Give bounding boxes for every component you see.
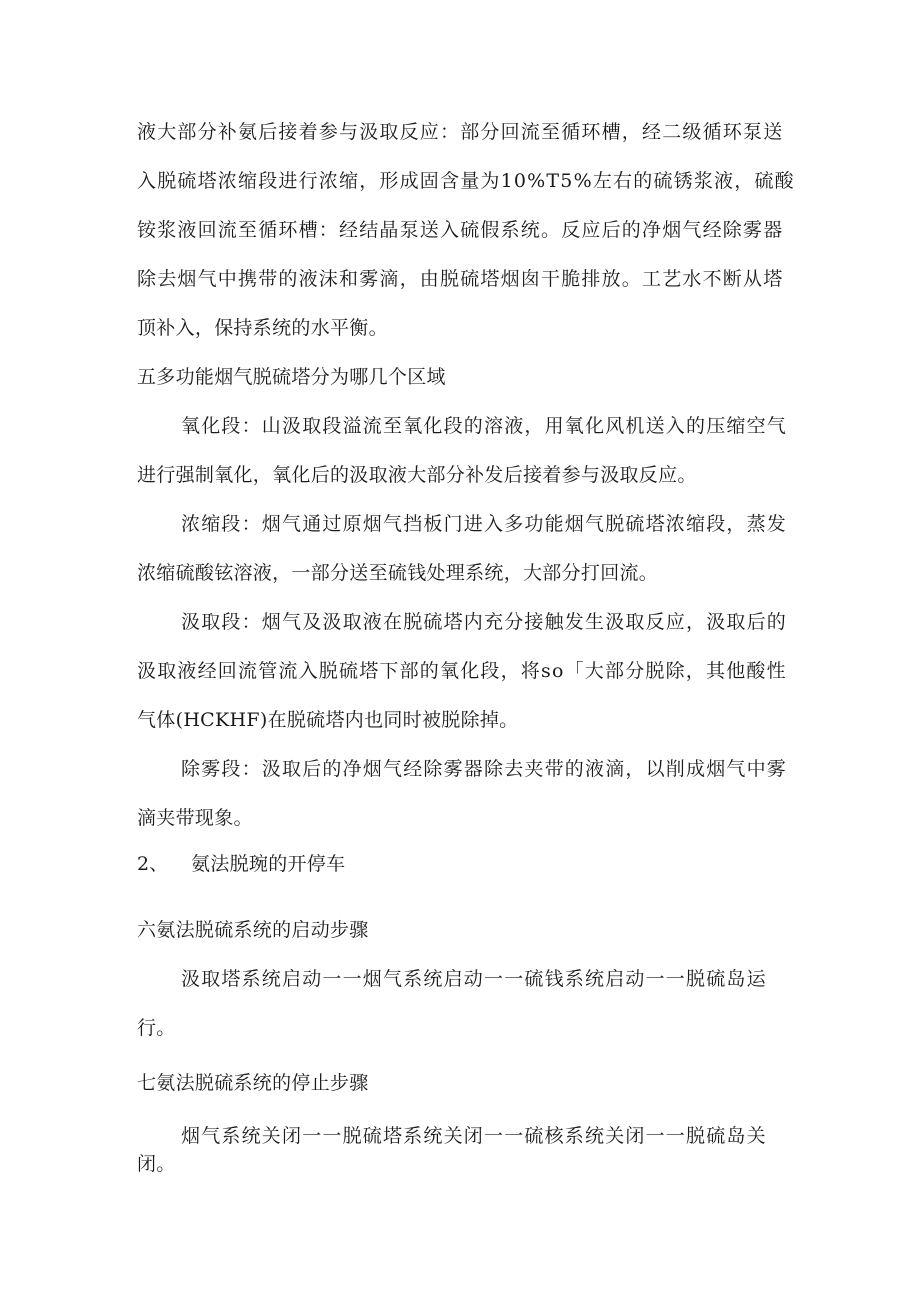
paragraph-line: 气体(HCKHF)在脱硫塔内也同时被脱除掉。 — [137, 709, 519, 731]
paragraph-line: 滴夹带现象。 — [137, 807, 253, 829]
paragraph-line: 烟气系统关闭一一脱硫塔系统关闭一一硫核系统关闭一一脱硫岛关 — [181, 1125, 767, 1147]
paragraph-line: 汲取段：烟气及汲取液在脱硫塔内充分接触发生汲取反应，汲取后的 — [181, 611, 788, 633]
paragraph-line: 汲取液经回流管流入脱硫塔下部的氧化段，将so「大部分脱除，其他酸性 — [137, 660, 787, 682]
paragraph-line: 闭。 — [137, 1153, 176, 1175]
heading-title: 氨法脱琬的开停车 — [191, 853, 346, 875]
heading-number: 2、 — [137, 853, 169, 875]
section-title: 七氨法脱硫系统的停止步骤 — [137, 1072, 369, 1094]
paragraph-line: 汲取塔系统启动一一烟气系统启动一一硫钱系统启动一一脱硫岛运 — [181, 968, 767, 990]
paragraph-line: 进行强制氧化，氧化后的汲取液大部分补发后接着参与汲取反应。 — [137, 464, 697, 486]
paragraph-line: 浓缩硫酸铉溶液，一部分送至硫钱处理系统，大部分打回流。 — [137, 562, 659, 584]
paragraph-line: 行。 — [137, 1017, 176, 1039]
paragraph-line: 浓缩段：烟气通过原烟气挡板门进入多功能烟气脱硫塔浓缩段，蒸发 — [181, 513, 788, 535]
paragraph-line: 除雾段：汲取后的净烟气经除雾器除去夹带的液滴，以削成烟气中雾 — [181, 758, 788, 780]
paragraph-line: 液大部分补氨后接着参与汲取反应：部分回流至循环槽，经二级循环泵送 — [137, 121, 784, 143]
paragraph-line: 氧化段：山汲取段溢流至氧化段的溶液，用氧化风机送入的压缩空气 — [181, 415, 788, 437]
paragraph-line: 除去烟气中携带的液沫和雾滴，由脱硫塔烟囱干脆排放。工艺水不断从塔 — [137, 268, 784, 290]
section-title: 五多功能烟气脱硫塔分为哪几个区域 — [137, 366, 446, 388]
section-title: 六氨法脱硫系统的启动步骤 — [137, 919, 369, 941]
paragraph-line: 顶补入，保持系统的水平衡。 — [137, 317, 388, 339]
paragraph-line: 入脱硫塔浓缩段进行浓缩，形成固含量为10%T5%左右的硫锈浆液，硫酸 — [137, 170, 795, 192]
paragraph-line: 铵浆液回流至循环槽：经结晶泵送入硫假系统。反应后的净烟气经除雾器 — [137, 219, 784, 241]
